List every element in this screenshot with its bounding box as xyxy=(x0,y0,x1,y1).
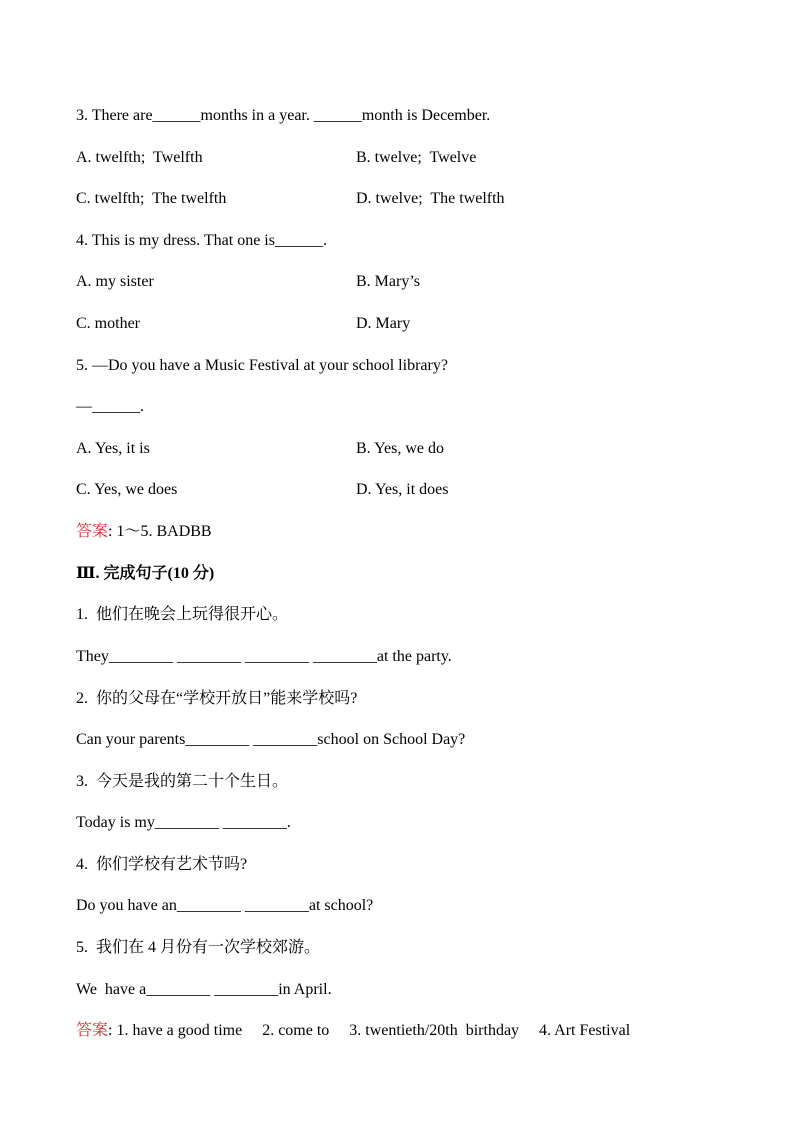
sentence-4-english: Do you have an________ ________at school? xyxy=(76,897,374,914)
q3-option-c: C. twelfth; The twelfth xyxy=(76,190,227,207)
q3-option-b: B. twelve; Twelve xyxy=(356,149,477,166)
answer-label: 答案 xyxy=(76,1022,109,1039)
q4-option-b: B. Mary’s xyxy=(356,273,420,290)
question-4-stem: 4. This is my dress. That one is______. xyxy=(76,232,327,249)
section-3-title: Ⅲ. 完成句子(10 分) xyxy=(76,565,215,582)
q5-option-d: D. Yes, it does xyxy=(356,481,449,498)
sentence-4-chinese: 4. 你们学校有艺术节吗? xyxy=(76,856,248,873)
q5-option-a: A. Yes, it is xyxy=(76,440,150,457)
sentence-3-english: Today is my________ ________. xyxy=(76,814,291,831)
answer-line-2 xyxy=(76,1021,630,1041)
q4-option-c: C. mother xyxy=(76,315,140,332)
sentence-5-chinese: 5. 我们在 4 月份有一次学校郊游。 xyxy=(76,939,321,956)
sentence-1-english: They________ ________ ________ ________at the party. xyxy=(76,648,452,665)
answer-line-1 xyxy=(76,522,212,542)
q5-option-b: B. Yes, we do xyxy=(356,440,445,457)
answer-text: : 1～5. BADBB xyxy=(108,523,212,540)
sentence-3-chinese: 3. 今天是我的第二十个生日。 xyxy=(76,773,289,790)
question-5-reply: —______. xyxy=(76,398,144,415)
sentence-5-english: We have a________ ________in April. xyxy=(76,981,332,998)
sentence-1-chinese: 1. 他们在晚会上玩得很开心。 xyxy=(76,606,289,623)
q5-option-c: C. Yes, we does xyxy=(76,481,178,498)
answer-label: 答案 xyxy=(76,523,109,540)
sentence-2-chinese: 2. 你的父母在“学校开放日”能来学校吗? xyxy=(76,690,358,707)
answer-text: : 1. have a good time 2. come to 3. twentieth/20th birthday 4. Art Festival xyxy=(108,1022,631,1039)
q3-option-a: A. twelfth; Twelfth xyxy=(76,149,203,166)
sentence-2-english: Can your parents________ ________school on School Day? xyxy=(76,731,466,748)
q4-option-d: D. Mary xyxy=(356,315,411,332)
q4-option-a: A. my sister xyxy=(76,273,154,290)
question-5-stem: 5. —Do you have a Music Festival at your school library? xyxy=(76,357,448,374)
q3-option-d: D. twelve; The twelfth xyxy=(356,190,505,207)
question-3-stem: 3. There are______months in a year. ______month is December. xyxy=(76,107,491,124)
